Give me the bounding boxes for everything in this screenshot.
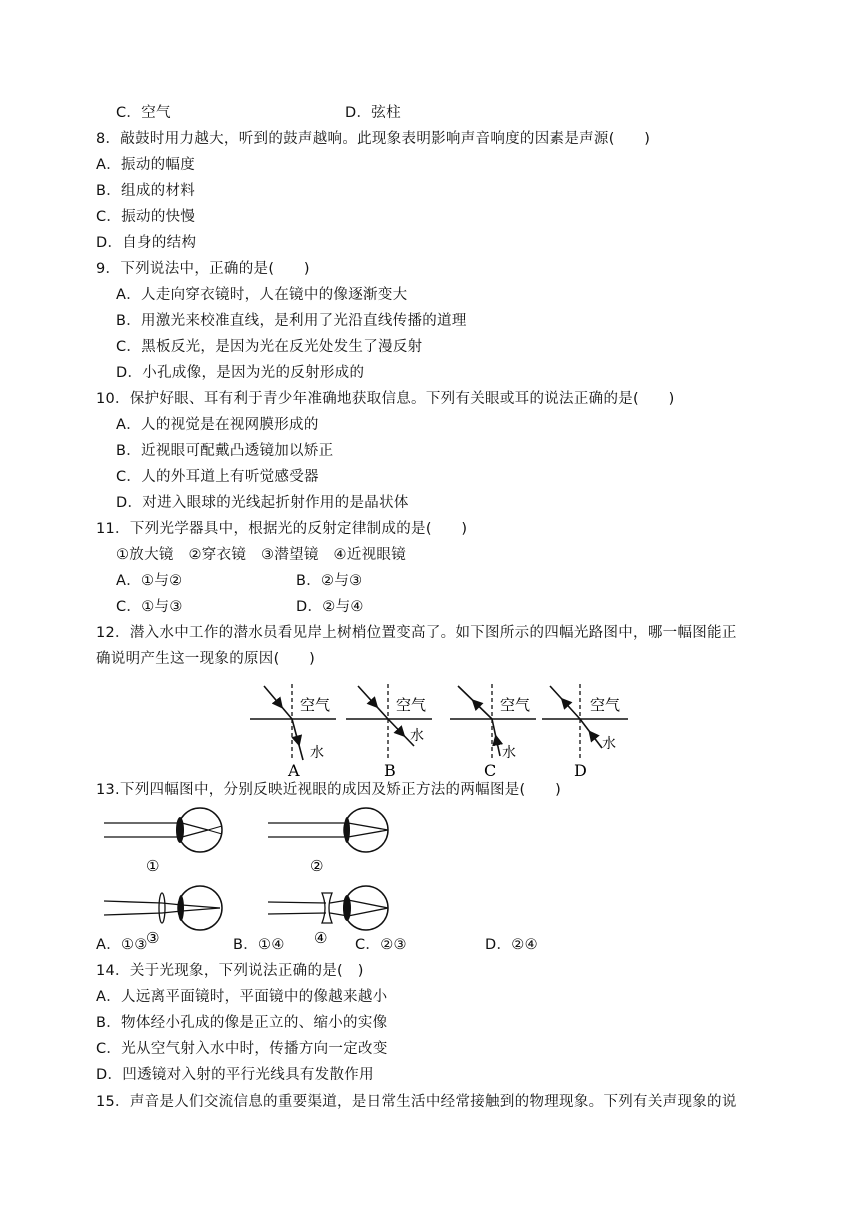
q13-label-4: ④ [314,929,328,945]
q10-stem: 10．保护好眼、耳有利于青少年准确地获取信息。下列有关眼或耳的说法正确的是( ) [96,391,675,407]
q12-air-label-c: 空气 [500,696,531,714]
q14-option-d: D．凹透镜对入射的平行光线具有发散作用 [96,1067,374,1083]
q10-option-d: D．对进入眼球的光线起折射作用的是晶状体 [116,495,409,511]
q12-water-label-d: 水 [602,736,616,752]
q12-water-label-c: 水 [502,745,516,761]
q12-diagram-b [346,684,432,780]
q11-option-c: C．①与③ [116,599,183,615]
q9-option-d: D．小孔成像，是因为光的反射形成的 [116,365,365,381]
q8-option-d: D．自身的结构 [96,235,197,251]
q7-option-c: C．空气 [116,105,171,121]
q12-refraction-figure [248,680,638,780]
q11-option-d: D．②与④ [296,599,364,615]
q12-diagram-d [542,684,628,780]
q13-label-3: ③ [146,929,160,945]
q13-eye-1 [104,808,222,875]
q14-option-c: C．光从空气射入水中时，传播方向一定改变 [96,1041,388,1057]
q12-label-c: C [484,761,497,780]
q13-option-b: B．①④ [233,937,285,953]
q10-option-c: C．人的外耳道上有听觉感受器 [116,469,319,485]
q9-option-c: C．黑板反光，是因为光在反光处发生了漫反射 [116,339,423,355]
q12-stem-line2: 确说明产生这一现象的原因( ) [96,651,316,667]
q12-label-d: D [574,761,587,780]
q14-stem: 14．关于光现象，下列说法正确的是( ) [96,963,364,979]
q12-air-label-a: 空气 [300,696,331,714]
q12-label-a: A [288,761,300,780]
q12-label-b: B [384,761,396,780]
q12-diagram-c [450,684,536,780]
q8-stem: 8．敲鼓时用力越大，听到的鼓声越响。此现象表明影响声音响度的因素是声源( ) [96,131,651,147]
q13-stem: 13.下列四幅图中，分别反映近视眼的成因及矫正方法的两幅图是( ) [96,782,562,798]
q11-option-a: A．①与② [116,573,183,589]
q12-air-label-d: 空气 [590,696,621,714]
q13-label-1: ① [146,857,160,875]
q11-items: ①放大镜 ②穿衣镜 ③潜望镜 ④近视眼镜 [116,547,406,563]
q12-diagram-a [250,684,336,780]
q14-option-a: A．人远离平面镜时，平面镜中的像越来越小 [96,989,388,1005]
q13-option-d: D．②④ [485,937,538,953]
q13-option-c: C．②③ [355,937,407,953]
q11-option-b: B．②与③ [296,573,363,589]
q12-stem-line1: 12．潜入水中工作的潜水员看见岸上树梢位置变高了。如下图所示的四幅光路图中，哪一幅图能正 [96,625,737,641]
q10-option-a: A．人的视觉是在视网膜形成的 [116,417,319,433]
q13-option-a: A．①③ [96,937,148,953]
q8-option-c: C．振动的快慢 [96,209,196,225]
q13-eye-figure [100,805,400,945]
q8-option-b: B．组成的材料 [96,183,196,199]
q12-water-label-b: 水 [410,728,424,744]
q11-stem: 11．下列光学器具中，根据光的反射定律制成的是( ) [96,521,468,537]
q13-label-2: ② [310,857,324,875]
q9-option-b: B．用激光来校准直线，是利用了光沿直线传播的道理 [116,313,467,329]
q14-option-b: B．物体经小孔成的像是正立的、缩小的实像 [96,1015,388,1031]
q15-stem: 15．声音是人们交流信息的重要渠道，是日常生活中经常接触到的物理现象。下列有关声现象的说 [96,1094,737,1110]
q9-stem: 9．下列说法中，正确的是( ) [96,261,310,277]
q7-option-d: D．弦柱 [345,105,401,121]
q13-eye-2 [268,808,388,875]
q8-option-a: A．振动的幅度 [96,157,196,173]
q12-air-label-b: 空气 [396,696,427,714]
q9-option-a: A．人走向穿衣镜时，人在镜中的像逐渐变大 [116,287,408,303]
q12-water-label-a: 水 [310,745,324,761]
q10-option-b: B．近视眼可配戴凸透镜加以矫正 [116,443,334,459]
